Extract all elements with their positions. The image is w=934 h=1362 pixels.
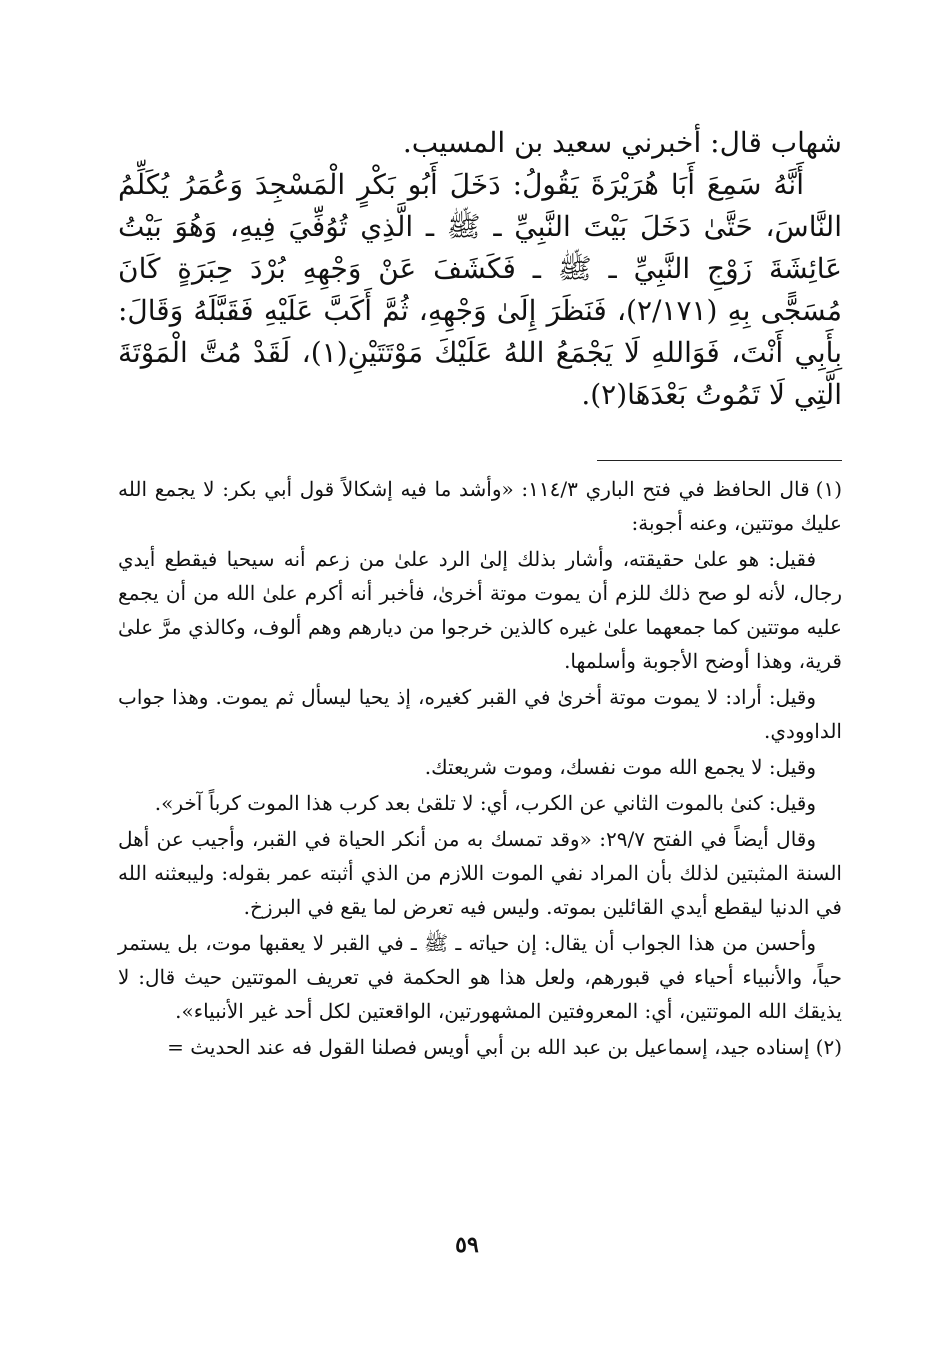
footnote-1-intro-text: قال الحافظ في فتح الباري ١١٤/٣: «وأشد ما فيه إشكالاً قول أبي بكر: لا يجمع الله عليك موتتين، وعنه أجوبة:: [118, 477, 842, 535]
footnote-1-intro: [118, 472, 842, 540]
footnote-1-paragraph: وقيل: لا يجمع الله موت نفسك، وموت شريعتك.: [424, 755, 816, 779]
footnotes: [118, 472, 842, 1066]
footnote-1-paragraph: وقيل: أراد: لا يموت موتة أخرىٰ في القبر كغيره، إذ يحيا ليسأل ثم يموت. وهذا جواب الداوودي.: [118, 685, 842, 743]
footnote-1-number: (١): [815, 477, 842, 501]
hadith-paragraph: أَنَّهُ سَمِعَ أَبَا هُرَيْرَةَ يَقُولُ: دَخَلَ أَبُو بَكْرٍ الْمَسْجِدَ وَعُمَرُ يُكَلِّمُ النَّاسَ، حَتَّىٰ دَخَلَ بَيْتَ النَّبِيِّ ـ ﷺ ـ الَّذِي تُوُفِّيَ فِيهِ، وَهُوَ بَيْتُ عَائِشَةَ زَوْجِ النَّبِيِّ ـ ﷺ ـ فَكَشَفَ عَنْ وَجْهِهِ بُرْدَ حِبَرَةٍ كَانَ مُسَجًّى بِهِ (٢/١٧١)، فَنَظَرَ إِلَىٰ وَجْهِهِ، ثُمَّ أَكَبَّ عَلَيْهِ فَقَبَّلَهُ وَقَالَ: بِأَبِي أَنْتَ، فَوَاللهِ لَا يَجْمَعُ اللهُ عَلَيْكَ مَوْتَتَيْنِ(١)، لَقَدْ مُتَّ الْمَوْتَةَ الَّتِي لَا تَمُوتُ بَعْدَهَا(٢).: [118, 168, 842, 411]
footnote-1-paragraph: وقيل: كنىٰ بالموت الثاني عن الكرب، أي: لا تلقىٰ بعد كرب هذا الموت كرباً آخر».: [154, 791, 816, 815]
main-text: [118, 122, 842, 416]
footnote-2-text: إسناده جيد، إسماعيل بن عبد الله بن أبي أويس فصلنا القول فه عند الحديث =: [167, 1035, 810, 1059]
footnote-2-number: (٢): [815, 1035, 842, 1059]
footnote-1-paragraph: وأحسن من هذا الجواب أن يقال: إن حياته ـ ﷺ ـ في القبر لا يعقبها موت، بل يستمر حياً، والأنبياء أحياء في قبورهم، ولعل هذا هو الحكمة في تعريف الموتتين حيث قال: لا يذيقك الله الموتتين، أي: المعروفتين المشهورتين، الواقعتين لكل أحد غير الأنبياء».: [118, 931, 842, 1023]
footnote-1-paragraph: فقيل: هو علىٰ حقيقته، وأشار بذلك إلىٰ الرد علىٰ من زعم أنه سيحيا فيقطع أيدي رجال، لأنه لو صح ذلك للزم أن يموت موتة أخرىٰ، فأخبر أنه أكرم علىٰ الله من أن يجمع عليه موتتين كما جمعهما علىٰ غيره كالذين خرجوا من ديارهم وهم ألوف، وكالذي مرَّ علىٰ قرية، وهذا أوضح الأجوبة وأسلمها.: [118, 547, 842, 673]
footnote-2: [118, 1030, 842, 1064]
footnote-separator: [597, 460, 842, 461]
page-number: ٥٩: [455, 1232, 479, 1258]
footnote-1-paragraph: وقال أيضاً في الفتح ٢٩/٧: «وقد تمسك به من أنكر الحياة في القبر، وأجيب عن أهل السنة المثبتين لذلك بأن المراد نفي الموت اللازم من الذي أثبته عمر بقوله: وليبعثنه الله في الدنيا ليقطع أيدي القائلين بموته. وليس فيه تعرض لما يقع في البرزخ.: [118, 827, 842, 919]
opening-line: شهاب قال: أخبرني سعيد بن المسيب.: [402, 126, 842, 159]
